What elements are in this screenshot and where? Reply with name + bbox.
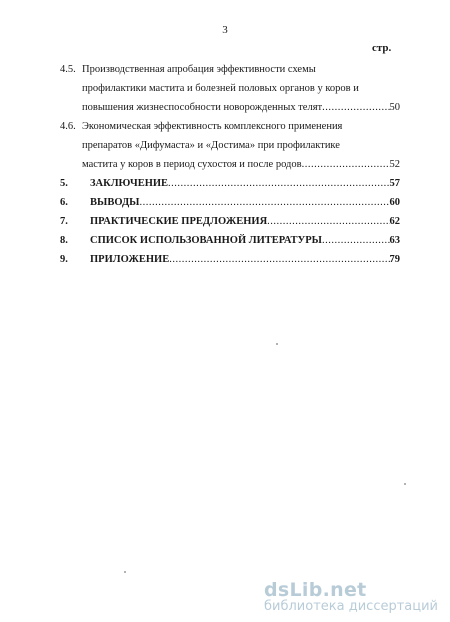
toc-entry-conclusion bbox=[60, 174, 400, 193]
toc-entry-number: 4.6. bbox=[60, 121, 76, 132]
toc-entry-title: ЗАКЛЮЧЕНИЕ bbox=[90, 178, 169, 189]
toc-entry-findings bbox=[60, 193, 400, 212]
toc-entry-title-line: мастита у коров в период сухостоя и после родов bbox=[82, 159, 302, 170]
scan-speck bbox=[276, 343, 278, 345]
toc-entry-references bbox=[60, 231, 400, 250]
toc-entry-4-6 bbox=[60, 117, 400, 174]
watermark bbox=[264, 579, 438, 614]
toc-entry-title: ПРАКТИЧЕСКИЕ ПРЕДЛОЖЕНИЯ bbox=[90, 216, 268, 227]
table-of-contents bbox=[60, 60, 400, 269]
toc-entry-title-line: Производственная апробация эффективности схемы bbox=[82, 64, 316, 75]
toc-entry-title-line: Экономическая эффективность комплексного применения bbox=[82, 121, 343, 132]
toc-entry-number: 4.5. bbox=[60, 64, 76, 75]
toc-entry-title: СПИСОК ИСПОЛЬЗОВАННОЙ ЛИТЕРАТУРЫ bbox=[90, 235, 322, 246]
toc-entry-page: 52 bbox=[389, 159, 400, 170]
toc-entry-page: 63 bbox=[389, 235, 400, 246]
toc-entry-4-5 bbox=[60, 60, 400, 117]
toc-entry-appendix bbox=[60, 250, 400, 269]
toc-leader-dots bbox=[322, 98, 389, 117]
toc-leader-dots bbox=[302, 155, 390, 174]
page-column-header: стр. bbox=[372, 42, 392, 54]
watermark-brand: dsLib.net bbox=[264, 579, 367, 601]
scan-speck bbox=[404, 483, 406, 485]
toc-entry-number: 6. bbox=[60, 197, 68, 208]
scan-speck bbox=[124, 571, 126, 573]
toc-entry-number: 9. bbox=[60, 254, 68, 265]
watermark-subtitle: библиотека диссертаций bbox=[264, 599, 438, 614]
toc-leader-dots bbox=[169, 250, 389, 269]
toc-leader-dots bbox=[140, 193, 390, 212]
toc-entry-title: ВЫВОДЫ bbox=[90, 197, 140, 208]
toc-leader-dots bbox=[322, 231, 390, 250]
toc-entry-title-line: профилактики мастита и болезней половых органов у коров и bbox=[82, 83, 359, 94]
toc-entry-page: 57 bbox=[389, 178, 400, 189]
toc-entry-title-line: повышения жизнеспособности новорожденных телят bbox=[82, 102, 323, 113]
toc-entry-number: 5. bbox=[60, 178, 68, 189]
toc-leader-dots bbox=[168, 174, 389, 193]
toc-entry-title: ПРИЛОЖЕНИЕ bbox=[90, 254, 170, 265]
toc-entry-page: 62 bbox=[389, 216, 400, 227]
toc-leader-dots bbox=[267, 212, 389, 231]
toc-entry-title-line: препаратов «Дифумаста» и «Достима» при профилактике bbox=[82, 140, 340, 151]
toc-entry-number: 7. bbox=[60, 216, 68, 227]
toc-entry-page: 79 bbox=[389, 254, 400, 265]
toc-entry-recommendations bbox=[60, 212, 400, 231]
page-number: 3 bbox=[222, 24, 228, 36]
toc-entry-number: 8. bbox=[60, 235, 68, 246]
toc-entry-page: 50 bbox=[389, 102, 400, 113]
toc-entry-page: 60 bbox=[389, 197, 400, 208]
